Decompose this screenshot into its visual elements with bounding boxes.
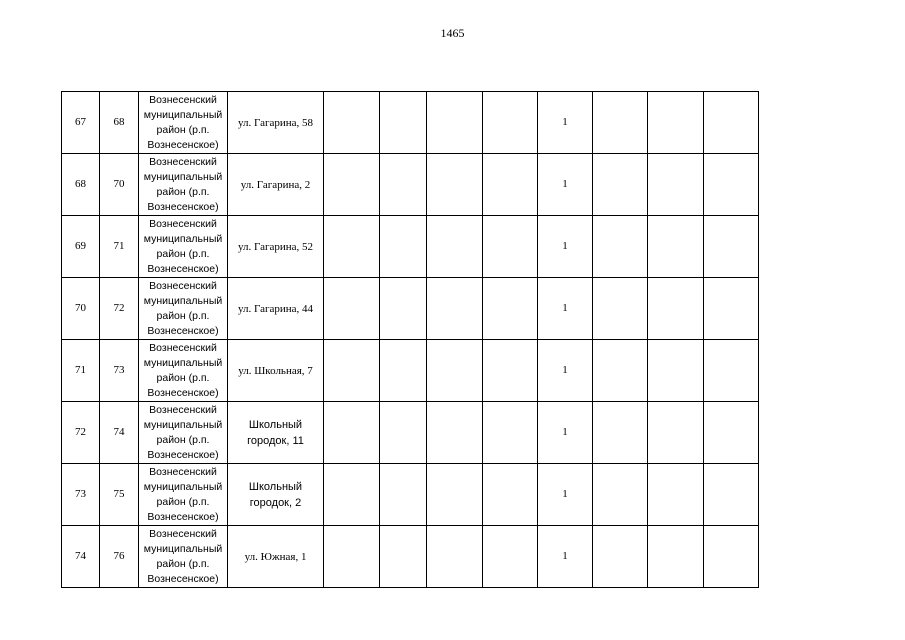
address-cell [228, 216, 324, 278]
empty-cell [380, 464, 427, 526]
empty-cell [483, 402, 538, 464]
address-cell [228, 92, 324, 154]
district-line: Вознесенское) [147, 448, 219, 461]
table-row [62, 216, 759, 278]
count-cell: 1 [538, 402, 593, 464]
address-line: ул. Гагарина, 58 [237, 116, 314, 129]
district-cell [139, 278, 228, 340]
district-cell [139, 402, 228, 464]
object-number-cell: 68 [100, 92, 139, 154]
district-line: Вознесенский [149, 217, 217, 230]
address-line: ул. Гагарина, 2 [240, 178, 311, 191]
count-cell: 1 [538, 526, 593, 588]
district-line: Вознесенское) [147, 510, 219, 523]
district-line: Вознесенское) [147, 262, 219, 275]
address-cell [228, 464, 324, 526]
count-cell: 1 [538, 464, 593, 526]
address-line: ул. Южная, 1 [244, 550, 307, 563]
table-row [62, 402, 759, 464]
empty-cell [593, 526, 648, 588]
row-number-cell: 72 [62, 402, 100, 464]
object-number-cell: 73 [100, 340, 139, 402]
empty-cell [483, 278, 538, 340]
table-row [62, 526, 759, 588]
table-row [62, 154, 759, 216]
district-line: район (р.п. [156, 247, 210, 260]
district-line: муниципальный [143, 418, 223, 431]
row-number-cell: 68 [62, 154, 100, 216]
district-cell [139, 92, 228, 154]
empty-cell [483, 464, 538, 526]
count-cell: 1 [538, 340, 593, 402]
address-line: Школьный [248, 480, 303, 493]
count-cell: 1 [538, 216, 593, 278]
empty-cell [704, 340, 759, 402]
district-line: Вознесенский [149, 93, 217, 106]
address-cell [228, 526, 324, 588]
empty-cell [704, 92, 759, 154]
empty-cell [380, 278, 427, 340]
empty-cell [427, 154, 483, 216]
empty-cell [483, 340, 538, 402]
district-line: муниципальный [143, 108, 223, 121]
empty-cell [704, 402, 759, 464]
district-line: район (р.п. [156, 309, 210, 322]
empty-cell [380, 154, 427, 216]
empty-cell [593, 464, 648, 526]
table-row [62, 92, 759, 154]
district-line: район (р.п. [156, 433, 210, 446]
district-cell [139, 216, 228, 278]
empty-cell [648, 154, 704, 216]
address-cell [228, 154, 324, 216]
empty-cell [483, 526, 538, 588]
row-number-cell: 71 [62, 340, 100, 402]
empty-cell [704, 526, 759, 588]
empty-cell [593, 340, 648, 402]
district-line: Вознесенское) [147, 138, 219, 151]
empty-cell [324, 464, 380, 526]
row-number-cell: 73 [62, 464, 100, 526]
row-number-cell: 69 [62, 216, 100, 278]
empty-cell [380, 216, 427, 278]
empty-cell [704, 154, 759, 216]
district-cell [139, 154, 228, 216]
address-line: городок, 2 [249, 496, 302, 509]
table-row [62, 278, 759, 340]
empty-cell [427, 464, 483, 526]
page-number: 1465 [440, 26, 465, 40]
empty-cell [324, 340, 380, 402]
empty-cell [380, 526, 427, 588]
empty-cell [324, 154, 380, 216]
empty-cell [704, 216, 759, 278]
empty-cell [593, 92, 648, 154]
district-line: район (р.п. [156, 123, 210, 136]
empty-cell [593, 402, 648, 464]
district-line: муниципальный [143, 356, 223, 369]
empty-cell [648, 464, 704, 526]
empty-cell [648, 402, 704, 464]
empty-cell [593, 278, 648, 340]
registry-table [61, 91, 759, 588]
address-cell [228, 278, 324, 340]
empty-cell [593, 216, 648, 278]
empty-cell [427, 526, 483, 588]
empty-cell [483, 154, 538, 216]
district-line: район (р.п. [156, 371, 210, 384]
address-cell [228, 340, 324, 402]
district-line: Вознесенское) [147, 324, 219, 337]
district-line: Вознесенское) [147, 386, 219, 399]
empty-cell [483, 216, 538, 278]
district-line: Вознесенское) [147, 200, 219, 213]
object-number-cell: 70 [100, 154, 139, 216]
object-number-cell: 72 [100, 278, 139, 340]
object-number-cell: 75 [100, 464, 139, 526]
district-line: Вознесенский [149, 279, 217, 292]
empty-cell [380, 92, 427, 154]
empty-cell [380, 340, 427, 402]
table-row [62, 340, 759, 402]
district-line: район (р.п. [156, 495, 210, 508]
district-line: Вознесенский [149, 341, 217, 354]
address-line: ул. Школьная, 7 [238, 364, 313, 377]
district-line: Вознесенский [149, 403, 217, 416]
empty-cell [427, 92, 483, 154]
empty-cell [380, 402, 427, 464]
district-cell [139, 526, 228, 588]
district-line: Вознесенское) [147, 572, 219, 585]
district-line: муниципальный [143, 480, 223, 493]
empty-cell [427, 340, 483, 402]
empty-cell [324, 526, 380, 588]
empty-cell [648, 526, 704, 588]
object-number-cell: 76 [100, 526, 139, 588]
district-line: Вознесенский [149, 527, 217, 540]
empty-cell [704, 464, 759, 526]
empty-cell [427, 402, 483, 464]
address-line: Школьный [248, 418, 303, 431]
empty-cell [427, 216, 483, 278]
empty-cell [648, 340, 704, 402]
empty-cell [324, 216, 380, 278]
empty-cell [324, 402, 380, 464]
district-line: район (р.п. [156, 185, 210, 198]
district-line: Вознесенский [149, 155, 217, 168]
district-cell [139, 340, 228, 402]
district-line: муниципальный [143, 170, 223, 183]
count-cell: 1 [538, 278, 593, 340]
address-line: ул. Гагарина, 44 [237, 302, 314, 315]
count-cell: 1 [538, 154, 593, 216]
object-number-cell: 71 [100, 216, 139, 278]
empty-cell [593, 154, 648, 216]
empty-cell [704, 278, 759, 340]
empty-cell [648, 92, 704, 154]
empty-cell [648, 278, 704, 340]
empty-cell [324, 278, 380, 340]
row-number-cell: 67 [62, 92, 100, 154]
district-line: район (р.п. [156, 557, 210, 570]
empty-cell [483, 92, 538, 154]
table-row [62, 464, 759, 526]
row-number-cell: 70 [62, 278, 100, 340]
district-line: Вознесенский [149, 465, 217, 478]
empty-cell [427, 278, 483, 340]
empty-cell [324, 92, 380, 154]
district-cell [139, 464, 228, 526]
row-number-cell: 74 [62, 526, 100, 588]
table-body [62, 92, 759, 588]
address-cell [228, 402, 324, 464]
address-line: ул. Гагарина, 52 [237, 240, 314, 253]
empty-cell [648, 216, 704, 278]
district-line: муниципальный [143, 294, 223, 307]
district-line: муниципальный [143, 542, 223, 555]
address-line: городок, 11 [247, 434, 304, 447]
count-cell: 1 [538, 92, 593, 154]
object-number-cell: 74 [100, 402, 139, 464]
district-line: муниципальный [143, 232, 223, 245]
